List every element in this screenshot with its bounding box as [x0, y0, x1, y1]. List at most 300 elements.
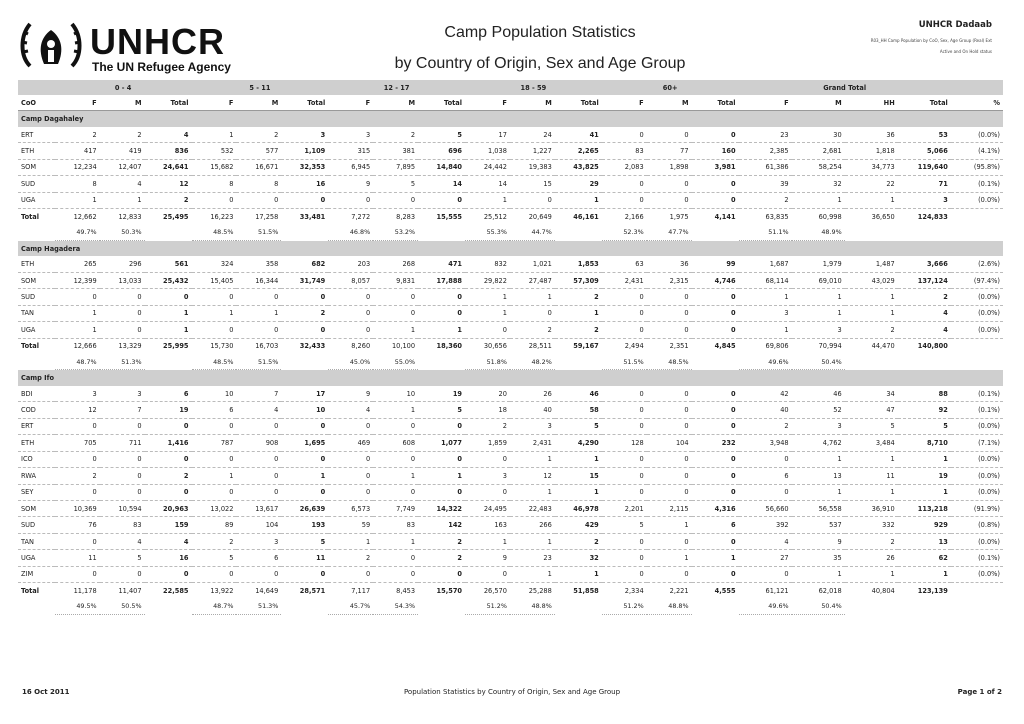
table-cell: SOM	[18, 159, 55, 175]
table-cell: 0	[281, 192, 328, 208]
table-cell: 12	[510, 468, 555, 484]
table-cell: 13	[898, 533, 951, 549]
table-cell: 20,963	[145, 500, 192, 516]
table-cell: 1	[792, 484, 845, 500]
table-cell: 13,033	[100, 272, 145, 288]
table-cell: 577	[236, 143, 281, 159]
table-cell: 0	[418, 192, 465, 208]
table-cell: BDI	[18, 386, 55, 402]
table-cell: (0.0%)	[951, 418, 1003, 434]
table-cell: 0	[647, 176, 692, 192]
table-cell: 0	[192, 418, 237, 434]
table-cell: 1	[55, 305, 100, 321]
table-cell: 51.3%	[236, 599, 281, 615]
table-cell: 3	[792, 322, 845, 338]
table-cell	[145, 599, 192, 615]
table-cell: 0	[236, 289, 281, 305]
table-cell: 18,360	[436, 342, 462, 351]
table-cell: 2	[281, 305, 328, 321]
table-cell: 12,833	[118, 212, 142, 221]
table-cell: 0	[418, 451, 465, 467]
table-cell: 0	[281, 289, 328, 305]
table-cell: 10,100	[391, 342, 416, 351]
table-cell: 2	[55, 127, 100, 143]
table-cell: 33,481	[299, 212, 326, 221]
footer-date: 16 Oct 2011	[22, 688, 70, 696]
table-cell: 83	[100, 517, 145, 533]
table-cell: 6,573	[328, 500, 373, 516]
table-cell: 1	[692, 550, 739, 566]
table-cell: 5,066	[898, 143, 951, 159]
table-row	[18, 435, 1003, 451]
table-row	[18, 289, 1003, 305]
table-cell: 193	[281, 517, 328, 533]
table-cell: 2	[898, 289, 951, 305]
table-cell: (0.1%)	[951, 386, 1003, 402]
table-cell: 0	[55, 566, 100, 582]
table-cell: 0	[100, 451, 145, 467]
table-cell: (0.0%)	[951, 484, 1003, 500]
report-subtitle: by Country of Origin, Sex and Age Group	[394, 55, 686, 72]
table-cell: 14,322	[418, 500, 465, 516]
table-cell: (97.4%)	[951, 272, 1003, 288]
table-cell: 0	[647, 305, 692, 321]
table-cell: 0	[602, 305, 647, 321]
table-cell: 0	[145, 418, 192, 434]
table-cell: 6	[692, 517, 739, 533]
table-cell: 16,703	[255, 342, 279, 351]
table-cell: 163	[465, 517, 510, 533]
column-header: M	[510, 95, 555, 111]
table-cell: 1	[739, 322, 792, 338]
table-cell: 51.2%	[465, 599, 510, 615]
table-cell: 12	[55, 402, 100, 418]
table-cell: 29	[555, 176, 602, 192]
table-cell: SOM	[18, 500, 55, 516]
column-header: Total	[281, 95, 328, 111]
table-cell: 2	[739, 192, 792, 208]
table-cell: 48.7%	[55, 354, 100, 370]
table-cell: 2,221	[669, 586, 689, 595]
table-cell: 83	[602, 143, 647, 159]
table-cell: 1	[55, 192, 100, 208]
table-cell: 0	[192, 192, 237, 208]
table-cell: ERT	[18, 418, 55, 434]
table-cell: 1	[792, 566, 845, 582]
table-cell: 0	[192, 484, 237, 500]
table-row	[18, 176, 1003, 192]
table-cell: (0.0%)	[951, 566, 1003, 582]
table-cell: 3	[55, 386, 100, 402]
table-cell	[898, 354, 951, 370]
table-cell: 0	[647, 533, 692, 549]
table-cell: 71	[898, 176, 951, 192]
table-cell: 69,806	[765, 342, 789, 351]
table-cell: 49.6%	[739, 354, 792, 370]
table-cell: 2	[555, 322, 602, 338]
table-cell: 22,585	[163, 586, 189, 595]
table-cell: 1,687	[739, 256, 792, 272]
table-row	[18, 272, 1003, 288]
table-cell: 57,309	[555, 272, 602, 288]
table-cell: 0	[100, 566, 145, 582]
table-cell: 3	[281, 127, 328, 143]
table-cell: 68,114	[739, 272, 792, 288]
camp-name: Camp Ifo	[18, 370, 1003, 386]
table-cell: 25,995	[163, 342, 189, 351]
table-cell: 2,431	[510, 435, 555, 451]
page-number: Page 1 of 2	[957, 688, 1002, 696]
table-cell: 5	[418, 402, 465, 418]
table-cell: 54.3%	[373, 599, 418, 615]
table-cell: 36	[647, 256, 692, 272]
table-cell: 0	[100, 305, 145, 321]
table-cell: 836	[145, 143, 192, 159]
table-cell: 1,818	[845, 143, 898, 159]
table-cell: 14,649	[255, 586, 279, 595]
table-cell: 2,115	[647, 500, 692, 516]
table-cell: 26	[510, 386, 555, 402]
table-cell: 124,833	[917, 212, 948, 221]
table-cell: 429	[555, 517, 602, 533]
table-cell: 99	[692, 256, 739, 272]
table-cell: 48.7%	[192, 599, 237, 615]
table-cell: 0	[418, 566, 465, 582]
table-cell: 3	[328, 127, 373, 143]
table-cell: 20	[465, 386, 510, 402]
table-cell: (0.0%)	[951, 127, 1003, 143]
table-cell: 0	[373, 192, 418, 208]
table-row	[18, 322, 1003, 338]
table-cell: 0	[373, 305, 418, 321]
table-cell: 49.7%	[55, 225, 100, 241]
sex-percentage-row	[18, 225, 1003, 241]
table-cell	[951, 80, 1003, 95]
table-cell: 51.5%	[602, 354, 647, 370]
table-cell: 25,512	[483, 212, 507, 221]
table-cell: 43,825	[555, 159, 602, 175]
table-cell: 0	[281, 566, 328, 582]
table-cell: 52	[792, 402, 845, 418]
table-cell: 3	[792, 418, 845, 434]
table-cell: 4	[145, 127, 192, 143]
table-row	[18, 500, 1003, 516]
table-row	[18, 566, 1003, 582]
table-cell: 5	[418, 127, 465, 143]
table-cell: 27	[739, 550, 792, 566]
table-cell: 0	[647, 484, 692, 500]
table-cell: 1	[145, 305, 192, 321]
table-cell: 1	[465, 305, 510, 321]
table-cell: 22	[845, 176, 898, 192]
camp-header-row	[18, 240, 1003, 256]
table-cell: 0	[236, 192, 281, 208]
table-cell: 22,483	[510, 500, 555, 516]
table-cell: 832	[465, 256, 510, 272]
table-cell: 0	[602, 468, 647, 484]
table-cell: 12,666	[73, 342, 97, 351]
table-row	[18, 192, 1003, 208]
table-cell: 15,555	[436, 212, 462, 221]
table-cell: 13,617	[236, 500, 281, 516]
table-cell	[145, 225, 192, 241]
table-cell: 46	[555, 386, 602, 402]
table-cell: (0.0%)	[951, 192, 1003, 208]
table-cell: 30	[792, 127, 845, 143]
table-cell: 14	[418, 176, 465, 192]
table-cell: 7,749	[373, 500, 418, 516]
table-cell: 682	[281, 256, 328, 272]
table-cell: ETH	[18, 435, 55, 451]
table-cell: 1	[510, 533, 555, 549]
table-cell: 1	[510, 451, 555, 467]
table-cell: 0	[739, 566, 792, 582]
column-header: F	[602, 95, 647, 111]
table-cell: 11	[55, 550, 100, 566]
table-cell: 2	[373, 127, 418, 143]
age-group-label: Grand Total	[739, 80, 951, 95]
table-cell: 0	[465, 322, 510, 338]
table-cell: 0	[328, 322, 373, 338]
table-cell: 50.5%	[100, 599, 145, 615]
table-cell: 3	[236, 533, 281, 549]
table-cell: 0	[647, 566, 692, 582]
table-cell: 358	[236, 256, 281, 272]
table-cell: 5	[192, 550, 237, 566]
table-cell: 137,124	[898, 272, 951, 288]
table-cell: 4	[236, 402, 281, 418]
table-cell	[418, 354, 465, 370]
table-cell	[845, 599, 898, 615]
table-cell: 23	[739, 127, 792, 143]
table-cell: 42	[739, 386, 792, 402]
table-cell: 0	[647, 468, 692, 484]
table-cell: 0	[602, 566, 647, 582]
table-cell: 44.7%	[510, 225, 555, 241]
table-cell	[951, 225, 1003, 241]
age-group-header	[18, 80, 1003, 95]
report-header	[0, 0, 1024, 80]
table-cell: 15	[555, 468, 602, 484]
table-cell: 51.5%	[236, 354, 281, 370]
table-cell: 58,254	[792, 159, 845, 175]
table-cell: 5	[555, 418, 602, 434]
table-cell: 10,369	[55, 500, 100, 516]
table-cell: 12,399	[55, 272, 100, 288]
table-cell: 2,431	[602, 272, 647, 288]
table-cell: 77	[647, 143, 692, 159]
camp-header-row	[18, 111, 1003, 127]
table-cell: 6,945	[328, 159, 373, 175]
table-cell: 0	[692, 305, 739, 321]
table-cell: 46.8%	[328, 225, 373, 241]
table-cell: 2,334	[624, 586, 644, 595]
table-cell: 59	[328, 517, 373, 533]
unhcr-logo	[18, 20, 248, 75]
table-cell: 0	[328, 289, 373, 305]
table-cell: 4	[898, 322, 951, 338]
table-cell: 12,234	[55, 159, 100, 175]
table-cell: 48.8%	[510, 599, 555, 615]
table-cell: 50.4%	[792, 354, 845, 370]
table-cell: 417	[55, 143, 100, 159]
table-cell: 1,695	[281, 435, 328, 451]
table-cell: 2	[100, 127, 145, 143]
table-cell: 51.8%	[465, 354, 510, 370]
table-cell: (0.0%)	[951, 451, 1003, 467]
table-cell: 2	[845, 533, 898, 549]
table-cell: 561	[145, 256, 192, 272]
table-cell: 0	[647, 322, 692, 338]
table-cell: 12,662	[73, 212, 97, 221]
table-cell: 315	[328, 143, 373, 159]
table-cell: 3,484	[845, 435, 898, 451]
table-cell: 1	[845, 289, 898, 305]
table-cell: 46,978	[555, 500, 602, 516]
table-cell: ZIM	[18, 566, 55, 582]
table-cell: 2	[145, 192, 192, 208]
table-cell	[18, 225, 55, 241]
table-cell: 0	[236, 451, 281, 467]
table-cell: 0	[418, 305, 465, 321]
table-cell: 13	[792, 468, 845, 484]
table-cell: 1	[792, 451, 845, 467]
table-cell: 1	[792, 192, 845, 208]
table-cell: 0	[602, 550, 647, 566]
table-cell: 1	[465, 533, 510, 549]
table-cell: 0	[100, 468, 145, 484]
table-cell: 1	[192, 468, 237, 484]
table-cell: 6	[739, 468, 792, 484]
table-cell: 696	[418, 143, 465, 159]
table-cell: 1	[373, 402, 418, 418]
table-cell: 1	[555, 192, 602, 208]
table-row	[18, 533, 1003, 549]
table-cell: 9,831	[373, 272, 418, 288]
column-header: F	[465, 95, 510, 111]
table-cell: 324	[192, 256, 237, 272]
table-cell: 0	[602, 127, 647, 143]
table-cell: 2	[192, 533, 237, 549]
table-cell: 62	[898, 550, 951, 566]
table-cell: 26,570	[483, 586, 507, 595]
table-cell: SUD	[18, 176, 55, 192]
table-cell: 2,494	[624, 342, 644, 351]
table-row	[18, 127, 1003, 143]
table-cell: 15,682	[192, 159, 237, 175]
table-cell: 0	[145, 451, 192, 467]
table-cell: 0	[373, 484, 418, 500]
table-cell: 8	[236, 176, 281, 192]
table-cell: 1	[192, 127, 237, 143]
table-cell: 128	[602, 435, 647, 451]
table-cell: 89	[192, 517, 237, 533]
table-row	[18, 305, 1003, 321]
table-cell: 24,641	[145, 159, 192, 175]
office-block	[871, 20, 992, 54]
table-cell: 0	[692, 468, 739, 484]
table-cell: 1	[792, 305, 845, 321]
table-cell: 1	[898, 566, 951, 582]
table-cell	[281, 225, 328, 241]
table-cell: 0	[328, 192, 373, 208]
table-cell: 0	[55, 451, 100, 467]
table-cell: 3	[739, 305, 792, 321]
table-cell: 0	[602, 176, 647, 192]
table-cell	[951, 599, 1003, 615]
table-cell: 30,656	[483, 342, 507, 351]
table-cell	[898, 225, 951, 241]
table-row	[18, 402, 1003, 418]
table-cell: 2,351	[669, 342, 689, 351]
table-cell: 6	[236, 550, 281, 566]
table-cell: 13,022	[192, 500, 237, 516]
table-cell: 142	[418, 517, 465, 533]
table-cell: (0.0%)	[951, 468, 1003, 484]
table-cell: (91.9%)	[951, 500, 1003, 516]
table-cell: 1	[418, 322, 465, 338]
table-cell: 0	[602, 386, 647, 402]
table-cell: SUD	[18, 517, 55, 533]
table-cell: 0	[602, 402, 647, 418]
age-group-label: 5 - 11	[192, 80, 329, 95]
table-cell: 43,029	[845, 272, 898, 288]
table-cell: ETH	[18, 256, 55, 272]
table-cell: 0	[647, 402, 692, 418]
camp-total-row	[18, 583, 1003, 599]
table-cell: 9	[328, 386, 373, 402]
table-cell: 17,258	[255, 212, 279, 221]
table-cell: 7	[236, 386, 281, 402]
table-cell: 10	[373, 386, 418, 402]
table-cell: 53.2%	[373, 225, 418, 241]
sex-percentage-row	[18, 354, 1003, 370]
table-cell: 17	[465, 127, 510, 143]
table-cell: 16,344	[236, 272, 281, 288]
table-cell: 8,710	[898, 435, 951, 451]
table-cell	[898, 599, 951, 615]
table-cell: 3	[510, 418, 555, 434]
table-cell: 51.1%	[739, 225, 792, 241]
table-cell: 0	[281, 418, 328, 434]
table-cell: 0	[647, 127, 692, 143]
table-cell: 929	[898, 517, 951, 533]
table-cell: 1	[845, 451, 898, 467]
table-cell: 48.5%	[647, 354, 692, 370]
table-cell: 45.0%	[328, 354, 373, 370]
table-cell: 332	[845, 517, 898, 533]
report-title: Camp Population Statistics	[444, 24, 636, 41]
table-cell: 0	[192, 322, 237, 338]
column-header: M	[647, 95, 692, 111]
table-cell: 0	[692, 176, 739, 192]
column-header: M	[373, 95, 418, 111]
table-cell: 24	[510, 127, 555, 143]
table-cell: 0	[602, 322, 647, 338]
table-cell: 0	[373, 550, 418, 566]
table-cell: 0	[281, 322, 328, 338]
table-cell: 0	[692, 451, 739, 467]
table-cell	[555, 599, 602, 615]
table-cell: 203	[328, 256, 373, 272]
age-group-label: 18 - 59	[465, 80, 602, 95]
table-cell: 16,223	[210, 212, 234, 221]
table-cell: 1	[145, 322, 192, 338]
table-cell: RWA	[18, 468, 55, 484]
table-cell: Total	[21, 586, 40, 595]
table-cell: 48.8%	[647, 599, 692, 615]
table-cell: 8,283	[396, 212, 416, 221]
